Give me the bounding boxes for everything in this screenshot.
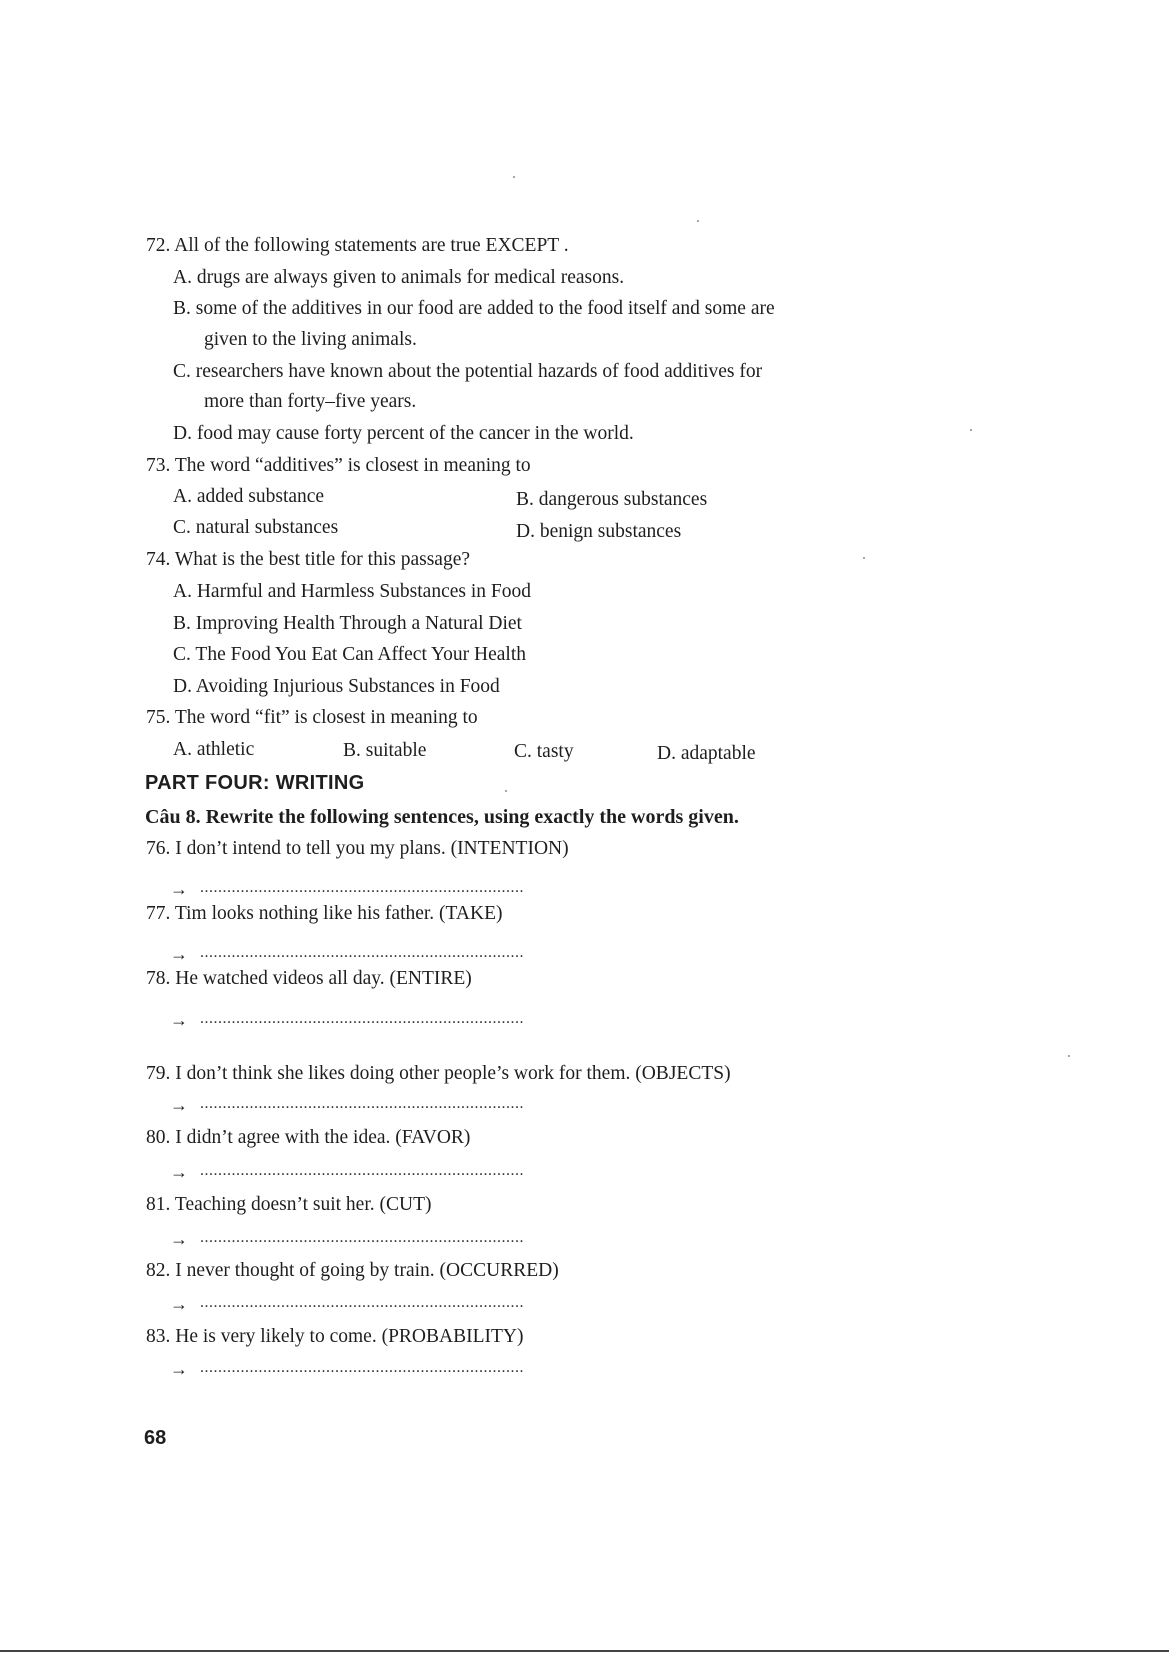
question-72-option-a: A. drugs are always given to animals for medical reasons. <box>173 267 625 288</box>
question-75-option-b: B. suitable <box>343 740 427 761</box>
rewrite-item-83: 83. He is very likely to come. (PROBABILITY) <box>146 1326 524 1347</box>
answer-line-82[interactable]: ........................................................................ <box>200 1294 524 1311</box>
question-74-stem: 74. What is the best title for this passage? <box>146 549 471 570</box>
answer-arrow-83: → <box>170 1359 188 1379</box>
question-72-option-c: C. researchers have known about the potential hazards of food additives for <box>173 361 763 382</box>
question-72-option-b-cont: given to the living animals. <box>204 329 417 350</box>
page-number: 68 <box>144 1427 167 1449</box>
question-75-option-a: A. athletic <box>173 739 255 760</box>
question-74-option-c: C. The Food You Eat Can Affect Your Health <box>173 644 526 665</box>
answer-arrow-80: → <box>170 1162 188 1182</box>
answer-arrow-77: → <box>170 944 188 964</box>
rewrite-item-79: 79. I don’t think she likes doing other people’s work for them. (OBJECTS) <box>146 1063 731 1084</box>
answer-line-76[interactable]: ........................................................................ <box>200 879 524 896</box>
rewrite-item-76: 76. I don’t intend to tell you my plans. (INTENTION) <box>146 838 569 859</box>
answer-arrow-81: → <box>170 1229 188 1249</box>
question-75-option-c: C. tasty <box>514 741 574 762</box>
scan-speck <box>505 790 507 792</box>
section-heading: PART FOUR: WRITING <box>145 772 365 794</box>
question-74-option-d: D. Avoiding Injurious Substances in Food <box>173 676 500 697</box>
question-72-stem: 72. All of the following statements are true EXCEPT . <box>146 235 569 256</box>
answer-line-79[interactable]: ........................................................................ <box>200 1095 524 1112</box>
rewrite-item-81: 81. Teaching doesn’t suit her. (CUT) <box>146 1194 432 1215</box>
question-74-option-b: B. Improving Health Through a Natural Diet <box>173 613 522 634</box>
scan-speck <box>697 220 699 222</box>
answer-arrow-78: → <box>170 1010 188 1030</box>
answer-arrow-79: → <box>170 1095 188 1115</box>
question-73-option-b: B. dangerous substances <box>516 489 708 510</box>
rewrite-item-77: 77. Tim looks nothing like his father. (TAKE) <box>146 903 503 924</box>
question-74-option-a: A. Harmful and Harmless Substances in Food <box>173 581 531 602</box>
answer-line-81[interactable]: ........................................................................ <box>200 1229 524 1246</box>
scan-edge-line <box>0 1650 1169 1652</box>
question-75-option-d: D. adaptable <box>657 743 756 764</box>
answer-line-77[interactable]: ........................................................................ <box>200 944 524 961</box>
question-72-option-c-cont: more than forty–five years. <box>204 391 417 412</box>
question-75-stem: 75. The word “fit” is closest in meaning to <box>146 707 478 728</box>
scan-speck <box>970 429 972 431</box>
scan-speck <box>1068 1055 1070 1057</box>
rewrite-item-82: 82. I never thought of going by train. (OCCURRED) <box>146 1260 559 1281</box>
section-instruction: Câu 8. Rewrite the following sentences, using exactly the words given. <box>145 806 739 828</box>
question-72-option-b: B. some of the additives in our food are added to the food itself and some are <box>173 298 775 319</box>
question-72-option-d: D. food may cause forty percent of the cancer in the world. <box>173 423 634 444</box>
answer-arrow-76: → <box>170 879 188 899</box>
question-73-stem: 73. The word “additives” is closest in meaning to <box>146 455 531 476</box>
scan-speck <box>863 557 865 559</box>
question-73-option-d: D. benign substances <box>516 521 682 542</box>
question-73-option-a: A. added substance <box>173 486 325 507</box>
scan-speck <box>513 176 515 178</box>
answer-arrow-82: → <box>170 1294 188 1314</box>
answer-line-80[interactable]: ........................................................................ <box>200 1162 524 1179</box>
rewrite-item-80: 80. I didn’t agree with the idea. (FAVOR) <box>146 1127 471 1148</box>
question-73-option-c: C. natural substances <box>173 517 339 538</box>
rewrite-item-78: 78. He watched videos all day. (ENTIRE) <box>146 968 472 989</box>
answer-line-78[interactable]: ........................................................................ <box>200 1010 524 1027</box>
answer-line-83[interactable]: ........................................................................ <box>200 1359 524 1376</box>
